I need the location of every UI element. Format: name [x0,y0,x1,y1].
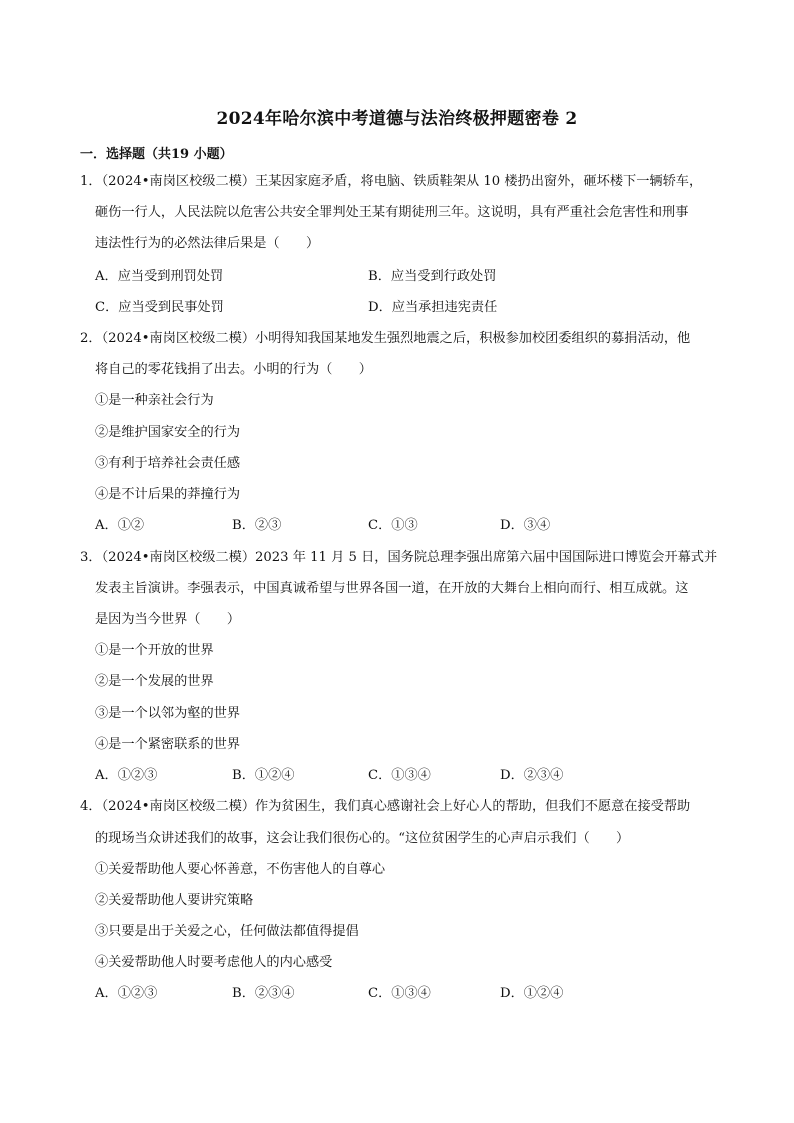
question-3-option-d[interactable]: D．②③④ [500,768,564,783]
question-3-option-a[interactable]: A．①②③ [95,768,158,783]
question-2-item-3: ③有利于培养社会责任感 [95,456,241,471]
question-3-item-4: ④是一个紧密联系的世界 [95,737,241,752]
question-3-line-2: 发表主旨演讲。李强表示，中国真诚希望与世界各国一道，在开放的大舞台上相向而行、相互成就。这 [95,581,689,596]
question-2-item-2: ②是维护国家安全的行为 [95,425,241,440]
question-3-item-2: ②是一个发展的世界 [95,674,214,689]
question-4-option-c[interactable]: C．①③④ [368,986,431,1001]
question-1-line-1: 1．（2024•南岗区校级二模）王某因家庭矛盾，将电脑、铁质鞋架从 10 楼扔出窗外，砸坏楼下一辆轿车， [80,174,703,189]
question-3-line-3: 是因为当今世界（ ） [95,612,241,627]
question-1-line-2: 砸伤一行人，人民法院以危害公共安全罪判处王某有期徒刑三年。这说明，具有严重社会危害性和刑事 [95,205,689,220]
question-2-line-1: 2．（2024•南岗区校级二模）小明得知我国某地发生强烈地震之后，积极参加校团委组织的募捐活动，他 [80,331,691,346]
question-3-item-1: ①是一个开放的世界 [95,643,214,658]
question-4-option-a[interactable]: A．①②③ [95,986,158,1001]
question-2-item-4: ④是不计后果的莽撞行为 [95,487,241,502]
question-4-item-1: ①关爱帮助他人要心怀善意，不伤害他人的自尊心 [95,862,386,877]
question-3-line-1: 3．（2024•南岗区校级二模）2023 年 11 月 5 日，国务院总理李强出席第六届中国国际进口博览会开幕式并 [80,550,718,565]
section-heading: 一．选择题（共19 小题） [80,147,233,162]
question-1-line-3: 违法性行为的必然法律后果是（ ） [95,236,320,251]
page-title: 2024年哈尔滨中考道德与法治终极押题密卷 2 [216,109,578,129]
question-1-option-c[interactable]: C．应当受到民事处罚 [95,300,224,315]
question-1-option-a[interactable]: A．应当受到刑罚处罚 [95,269,224,284]
question-4-item-2: ②关爱帮助他人要讲究策略 [95,893,254,908]
question-4-item-3: ③只要是出于关爱之心，任何做法都值得提倡 [95,924,359,939]
question-4-option-d[interactable]: D．①②④ [500,986,564,1001]
question-2-option-b[interactable]: B．②③ [232,518,282,533]
question-4-item-4: ④关爱帮助他人时要考虑他人的内心感受 [95,955,333,970]
question-2-option-c[interactable]: C．①③ [368,518,418,533]
question-4-option-b[interactable]: B．②③④ [232,986,295,1001]
question-2-option-d[interactable]: D．③④ [500,518,551,533]
question-4-line-2: 的现场当众讲述我们的故事，这会让我们很伤心的。“这位贫困学生的心声启示我们（ ） [95,831,630,846]
question-4-line-1: 4．（2024•南岗区校级二模）作为贫困生，我们真心感谢社会上好心人的帮助，但我们不愿意在接受帮助 [80,799,691,814]
question-3-option-c[interactable]: C．①③④ [368,768,431,783]
question-3-option-b[interactable]: B．①②④ [232,768,295,783]
question-2-option-a[interactable]: A．①② [95,518,145,533]
question-1-option-b[interactable]: B．应当受到行政处罚 [368,269,497,284]
question-2-line-2: 将自己的零花钱捐了出去。小明的行为（ ） [95,362,372,377]
question-3-item-3: ③是一个以邻为壑的世界 [95,706,241,721]
question-1-option-d[interactable]: D．应当承担违宪责任 [368,300,498,315]
question-2-item-1: ①是一种亲社会行为 [95,393,214,408]
